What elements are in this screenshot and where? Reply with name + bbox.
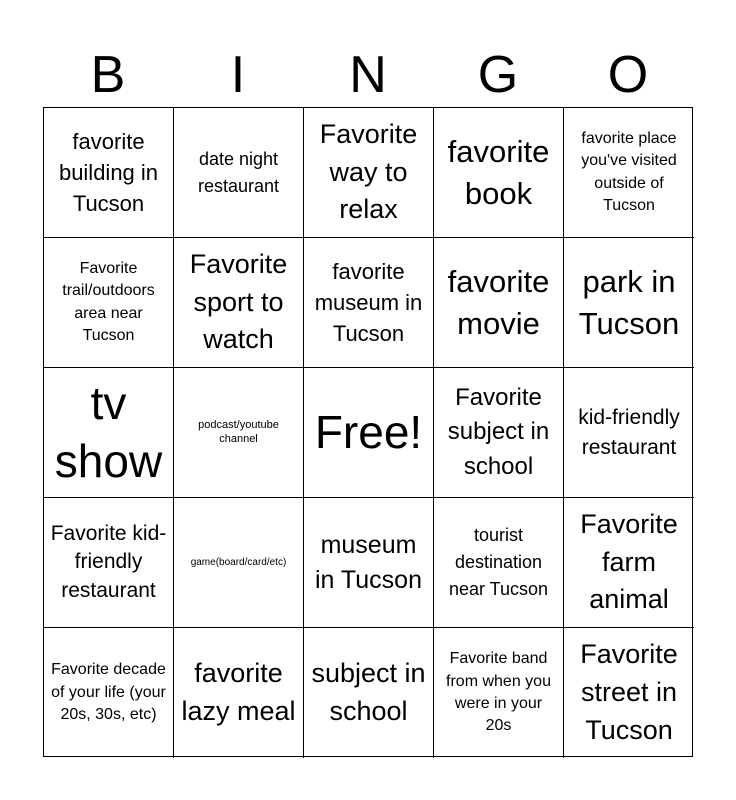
bingo-cell[interactable] [174, 628, 304, 758]
bingo-cell[interactable] [304, 238, 434, 368]
cell-label: subject in school [311, 658, 426, 726]
cell-label: favorite book [447, 133, 550, 211]
header-letter-b: B [90, 46, 126, 104]
bingo-board [43, 107, 693, 757]
cell-label: Favorite band from when you were in your 20s [446, 650, 551, 735]
cell-label: tv show [54, 377, 163, 487]
bingo-cell[interactable] [44, 368, 174, 498]
bingo-cell[interactable] [564, 498, 694, 628]
bingo-cell[interactable] [44, 498, 174, 628]
bingo-cell[interactable] [434, 108, 564, 238]
bingo-cell[interactable] [44, 238, 174, 368]
cell-label: tourist destination near Tucson [448, 525, 549, 599]
bingo-cell[interactable] [434, 498, 564, 628]
bingo-cell[interactable] [564, 238, 694, 368]
header-letter-o: O [607, 46, 649, 104]
bingo-cell[interactable] [564, 628, 694, 758]
free-cell[interactable] [304, 368, 434, 498]
cell-label: Favorite decade of your life (your 20s, 30s, etc) [51, 661, 166, 724]
bingo-cell[interactable] [44, 628, 174, 758]
cell-label: favorite museum in Tucson [314, 258, 423, 347]
cell-label: Favorite farm animal [580, 508, 678, 615]
cell-label: Favorite way to relax [319, 118, 418, 225]
bingo-cell[interactable] [174, 368, 304, 498]
cell-label: favorite lazy meal [181, 658, 296, 726]
bingo-cell[interactable] [564, 108, 694, 238]
bingo-cell[interactable] [564, 368, 694, 498]
bingo-cell[interactable] [174, 108, 304, 238]
cell-label: podcast/youtube channel [198, 419, 279, 445]
bingo-cell[interactable] [304, 628, 434, 758]
cell-label: Favorite subject in school [447, 384, 550, 480]
bingo-cell[interactable] [174, 498, 304, 628]
bingo-cell[interactable] [174, 238, 304, 368]
header-letter-g: G [477, 46, 519, 104]
cell-label: Favorite sport to watch [189, 248, 288, 355]
cell-label: Favorite street in Tucson [580, 639, 678, 745]
cell-label: kid-friendly restaurant [578, 405, 680, 459]
cell-label: favorite building in Tucson [58, 128, 159, 217]
bingo-header [43, 45, 693, 105]
bingo-cell[interactable] [44, 108, 174, 238]
cell-label: favorite movie [447, 263, 550, 341]
bingo-cell[interactable] [304, 108, 434, 238]
cell-label: park in Tucson [578, 263, 680, 341]
cell-label: favorite place you've visited outside of Tucson [581, 129, 677, 214]
cell-label: Favorite trail/outdoors area near Tucson [62, 259, 155, 344]
bingo-cell[interactable] [304, 498, 434, 628]
header-letter-n: N [349, 46, 387, 104]
cell-label: museum in Tucson [314, 530, 422, 594]
bingo-cell[interactable] [434, 628, 564, 758]
bingo-cell[interactable] [434, 238, 564, 368]
cell-label: Favorite kid-friendly restaurant [50, 521, 167, 602]
cell-label: date night restaurant [197, 148, 280, 196]
cell-label: game(board/card/etc) [190, 556, 287, 568]
bingo-cell[interactable] [434, 368, 564, 498]
header-letter-i: I [230, 46, 246, 104]
cell-label: Free! [314, 405, 423, 458]
